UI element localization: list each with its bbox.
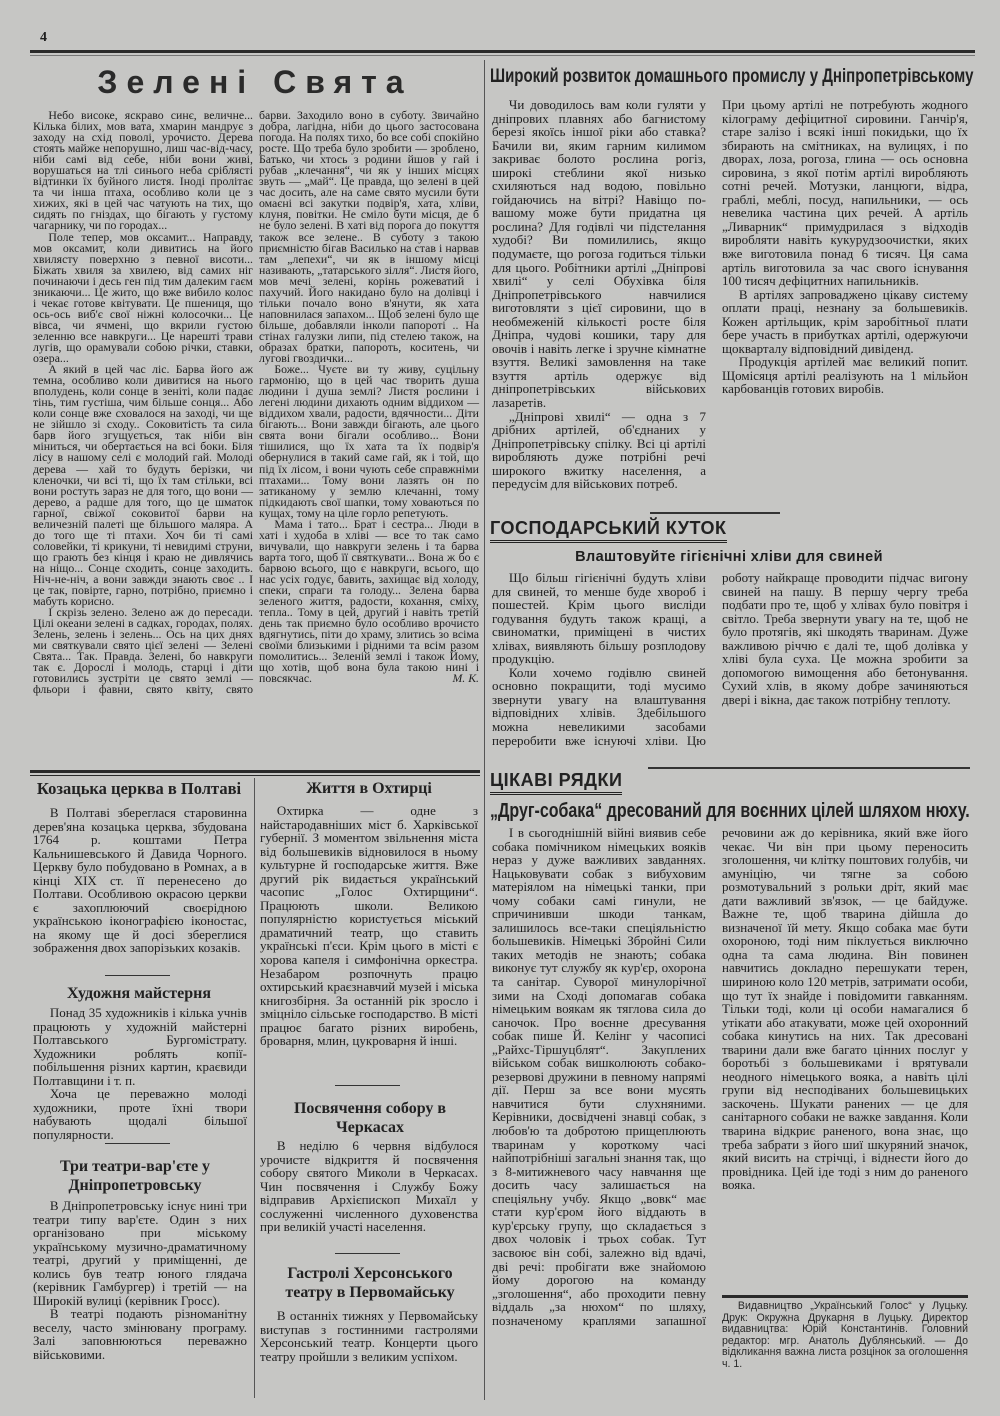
article-title: Козацька церква в Полтаві	[36, 779, 242, 798]
paragraph: В Дніпропетровську існує нині три театри типу вар'єте. Один з них організовано при міському українському музично-драматичному театрі, другий у приміщенні, де колись був театр юного глядача (керівник Гамбургер) і третій — на Широкій вулиці (керівник Гросс).	[33, 1198, 247, 1308]
paragraph: Продукція артілей має великий попит. Щомісяця артілі реалізують на 1 мільйон карбованців готових виробів.	[722, 354, 968, 397]
article-column	[33, 110, 253, 695]
paragraph: Поле тепер, мов оксамит... Направду, мов оксамит, коли дивитись на його хвилясту поверхню з певної висоти... Біжать хвиля за хвилею, від самих ніг починаючи і десь ген під тим далеким гаєм зникаючи... Це жито, що вже вибило колос і чекає готове квітувати. Це пшениця, що ось-ось виб'є свої ніжні колосочки... Це вівса, чи ячмені, що вкрили густою зеленню все навкруги... Це нарешті трави лугів, що орамували собою річки, ставки, озера...	[33, 229, 253, 366]
section-rubric: ЦІКАВІ РЯДКИ	[490, 770, 622, 795]
article-title: Посвячення собору в Черкасах	[293, 1100, 447, 1136]
article-column	[722, 826, 968, 1192]
section-rubric: ГОСПОДАРСЬКИЙ КУТОК	[490, 518, 727, 543]
article-column	[492, 826, 706, 1327]
article-column	[259, 110, 479, 684]
paragraph: При цьому артілі не потребують жодного кілограму дефіцитної сировини. Ганчір'я, старе залізо і всякі інші покидьки, що їх збирають на смітниках, на вулицях, і по дворах, лоза, рогоза, глина — ось основна сировина, з якої потім артілі виробляють сотні речей. Мотузки, ланцюги, відра, граблі, меблі, посуд, напильники, — ось невелика частина цих речей. А артіль „Ливарник“ примудрилася з відходів виробляти навіть кукурудзоочистки, яких вже виготовила понад 6 тисяч. Ця сама артіль виготовила за час свого існування 100 тисяч дефіцитних напильників.	[722, 97, 968, 289]
column-rule	[484, 60, 485, 1400]
paragraph: роботу найкраще проводити підчас вигону свиней на пашу. В першу чергу треба подбати про те, щоб у хлівах було повітря і світло. Треба звернути увагу на те, щоб не було протягів, які шкодять тваринам. Дуже важливою річчю є далі те, щоб долівка у хліві була суха. Це можна зробити за допомогою вимощення або бетонування. Сухий хлів, в якому добре зачиняються двері і вікна, дає також потрібну теплоту.	[722, 570, 968, 707]
article-column	[722, 571, 968, 706]
paragraph-text: Мама і тато... Брат і сестра... Люди в хаті і худоба в хліві — все то так само вичували, що навкруги зелень і та барва варта того, щоб її святкувати... Вона ж бо є барвою всього, що є навкруги, всього, що нас усіх годує, бавить, захищає від холоду, спеки, спраги та голоду... Зелена барва зеленого життя, радости, кохання, сміху, тепла.. Тому в цей, другий і навіть третій день так приємно було особливо врочисто вдягнутись, піти до храму, злитись зо всіма своїми близькими і рідними та всім разом помолитись... Зеленій землі і також Йому, що хотів, щоб вона була такою нині і повсякчас.	[259, 516, 479, 686]
imprint-text: Видавництво „Український Голос“ у Луцьку. Друк: Окружна Друкарня в Луцьку. Директор видавництва: Юрій Константинів. Головний редактор: мгр. Анатоль Дублянський. — До відкликання важна листа розцінок за оголошення ч. 1.	[722, 1300, 968, 1370]
paragraph: В останніх тижнях у Первомайську виступав з гостинними гастролями Херсонський театр. Концерти цього театру пройшли з великим успіхом.	[260, 1308, 478, 1364]
article-title: Три театри-вар'єте у Дніпропетровську	[59, 1158, 211, 1194]
article-title: Влаштовуйте гігієнічні хліви для свиней	[575, 549, 883, 565]
paragraph: Чи доводилось вам коли гуляти у дніпрових плавнях або багнистому березі якоїсь іншої ріки або ставка? Бачили ви, яким гарним килимом закриває болото рослина рогіз, широкі стеблини якої низько схиляються над водою, повільно гойдаючись на вітрі? Навіщо по-вашому може бути придатна ця рослина? Для годівлі чи підстелання худобі? Ви помилились, якщо подумаєте, що рогоза годиться тільки для цього. Робітники артілі „Дніпрові хвилі“ у селі Обухівка біля Дніпропетрівського навчилися виготовляти з цієї сировини, що в необмеженій кількості росте біля Дніпра, чудові кошики, тару для овочів і навіть легке і зручне кімнатне взуття. Великі замовлення на таке взуття артіль одержує від дніпропетрівських військових лазаретів.	[492, 97, 706, 411]
paragraph: А який в цей час ліс. Барва його аж темна, особливо коли дивитися на нього вполудень, коли сонце в зеніті, коли падає тінь, тим густіша, чим більше сонця... Або коли сонце вже сховалося на заході, чи ще не зійшло зі сходу.. Соковитість та сила барв його згущується, так ніби він міниться, чи обертається на всі боки. Біля лісу в нашому селі є молодий гай. Молоді дерева — хай то будуть берізки, чи кленочки, чи всі ті, що їх там стільки, всі вони ростуть зараз не для того, що вони — дерево, а радше для того, що це шматок гарної, свіжої соковитої барви на величезній палеті ще більшого маляра. А до того ще ті птахи. Хоч би ті самі соловейки, ті крикуни, ті невидимі струни, що грають без кінця і краю не дивлячись на ніщо... Сонце сходить, сонце заходить. Ніч-не-ніч, а вони завжди знають своє .. І це так, повірте, гарно, потрібно, приємно і мабуть корисно.	[33, 362, 253, 609]
imprint-rule	[722, 1295, 968, 1298]
article-column	[492, 571, 706, 747]
article-column	[260, 1309, 478, 1363]
paragraph: Коли хочемо годівлю свиней основно покращити, тоді мусимо звернути увагу на влаштування відповідних хлівів. Здебільшого можна невеликими засобами переробити вже існуючі хліви. Цю	[492, 664, 706, 748]
article-title: Художня майстерня	[67, 985, 211, 1002]
divider	[335, 1253, 400, 1254]
paragraph: Боже... Чуєте ви ту живу, суцільну гармонію, що в цей час творить душа людини і душа землі? Листя рослини і легені людини дихають одним віддихом — віддихом хвали, радости, вдячности... Діти бігають... Вони завжди бігають, але цього свята вони бігали особливо... Вони тішилися, що їх хата та їх подвір'я обернулися в такий саме гай, як і той, що під їх лісом, і вони чують себе справжніми птахами... Тому вони лазять он по затиканому у землю клечанні, тому підкидають свої шапки, тому ховаються по кущах, тому на ціле горло репетують.	[259, 362, 479, 520]
paragraph: Понад 35 художників і кілька учнів працюють у художній майстерні Полтавського Бургомістрату. Художники роблять копії-побільшення різних картин, краєвиди Полтавщини і т. п.	[33, 1005, 247, 1088]
article-column	[260, 1139, 478, 1234]
header-rule-thin	[30, 55, 975, 56]
paragraph: барви. Заходило воно в суботу. Звичайно добра, лагідна, ніби до цього застосована погода. На полях тихо, бо все собі спокійно росте. Що треба було зробити — зроблено, Батько, чи хтось з родини йшов у гай і рубав „клечання“, чи як у інших місцях звуть — „май“. Це правда, що зелені в цей час досить, але на саме свято мусили бути омаєні всі закутки подвір'я, хата, хліви, клуня, повітки. Не сміло бути місця, де б не було зелені. В хаті від порога до покуття також все зелене.. В суботу з такою приємністю бігав Василько на став і нарвав там „лепехи“, чи як в іншому місці називають, „татарського зілля“. Листя його, мов мечі зелені, корінь рожеватий і пахучий. Його накидано було на долівці і тільки почало воно в'янути, як хата наповнилася запахом... Щоб зелені було ще більше, добавляли інколи папороті .. На стінах галузки липи, під стелею також, на образах братки, папороть, коситень, чи лугові гвоздички...	[259, 108, 480, 366]
article-title: Зелені Свята	[97, 64, 413, 100]
divider	[335, 1085, 400, 1086]
article-title: Широкий розвиток домашнього промислу у Дніпропетрівському	[490, 66, 974, 87]
article-column	[33, 1199, 247, 1362]
article-column	[33, 1006, 247, 1141]
author-signature: М. К.	[452, 671, 479, 686]
header-rule	[30, 50, 975, 53]
paragraph: В неділю 6 червня відбулося урочисте відкриття й посвячення собору святого Миколи в Черкасах. Чин посвячення і Службу Божу відправив Архієпископ Михаїл у сослуженні численного духовенства при великій участі населення.	[260, 1138, 478, 1235]
column-rule	[254, 778, 255, 1398]
paragraph	[259, 516, 479, 686]
article-column	[33, 806, 247, 955]
article-title: Гастролі Херсонського театру в Первомайську	[285, 1265, 455, 1301]
publisher-imprint	[722, 1301, 968, 1371]
paragraph: Хоча це переважно молоді художники, проте їхні твори набувають щодалі більшої популярности.	[33, 1086, 247, 1142]
article-column	[260, 804, 478, 1048]
article-title: „Друг-собака“ дресований для воєнних цілей шляхом нюху.	[490, 800, 970, 822]
divider	[105, 975, 170, 976]
paragraph: І скрізь зелено. Зелено аж до пересади. Цілі океани зелені в садках, городах, полях. Зелень, зелень і зелень... Ось на цих днях ми святкували свято цієї зелені — Зелені Свята... Так. Правда. Зелені, бо навкруги так є. Дорослі і молодь, старці і діти готовились зустріти це свято землі — фльори і фавни, свято квіту, свято	[33, 605, 253, 697]
paragraph: В Полтаві збереглася старовинна дерев'яна козацька церква, збудована 1764 р. коштами Петра Кальнишевського й Давида Чорного. Церкву було побудовано в Ромнах, а в кінці XIX ст. її перенесено до Полтави. Особливою окрасою церкви є захоплюючий своєрідною українською іконографією іконостас, на якому ще й досі збереглися зображення двох запорізьких козаків.	[33, 805, 247, 956]
article-title: Життя в Охтирці	[306, 780, 432, 797]
page-number: 4	[40, 30, 47, 45]
divider	[105, 1143, 170, 1144]
paragraph: речовини аж до керівника, який вже його чекає. Чи він при цьому переносить зголошення, чи клітку поштових голубів, чи амуніцію, чи тягне за собою розмотувальний з рольки дріт, який має дати важливий зв'язок, — це байдуже. Важне те, щоб тварина дійшла до визначеної їй мету. Якщо собака має бути охороною, тоді ним піклується виключно одна та сама людина. Він повинен навчитись докладно перешукати терен, шириною коло 120 метрів, затримати особи, що тут їх знайде і повідомити гавканням. Тільки тоді, коли ці особи намагалися б утікати або атакувати, може цей охоронний собака кинутись на них. Так дресовані тварини дали вже багато цінних послуг у боротьбі з большевиками і врятували неодного німецького вояка, а навіть цілі групи від несподіваних большевицьких заскочень. Шукати ранених — це для санітарного собаки не важке завдання. Коли тварина відкриє раненого, вона знає, що треба забрати з його шиї шкуряний значок, який висить на стрічці, і віднести його до провідника. Цей іде тоді з ним до раненого вояка.	[722, 825, 968, 1193]
paragraph: В театрі подають різноманітну веселу, часто змінювану програму. Залі заповнюються переважно військовими.	[33, 1306, 247, 1363]
article-column	[722, 98, 968, 396]
divider	[648, 767, 970, 769]
paragraph: І в сьогоднішній війні виявив себе собака помічником німецьких вояків нераз у дуже важливих завданнях. Нацьковувати собак з вибуховим матеріялом на німецькі танки, при чому собаки самі гинули, не спричинивши шкоди танкам, залишилось все-таки спеціяльністю большевиків. Німецькі Збройні Сили таких методів не знають; собака виконує тут службу як кур'єр, охорона та санітар. Суворої минулорічної зими на Сході допомагав собака німецьким воякам як тяглова сила до саночок. Про воєнне дресування собак пише Й. Келінг у часописі „Райхс-Тіршуцблят“. Закуплених військом собак вишколюють собако-резервові дружини в певному напрямі дії. Перш за все вони мусять навчитися бути слухняними. Керівники, досвідчені знавці собак, з любов'ю та добротою прищеплюють тваринам у короткому часі найпотрібніші загальні знання так, що з 8-митижневого часу навчання ще досить часу залишається на спеціяльну учбу. Якщо „вовк“ має стати кур'єром його віддають в кур'єрську групу, що складається з двох чоловік і трьох собак. Тут засвоює він собі, залежно від вдачі, дві речі: пробігати вже знайомою йому дорогою на команду „зголошення“, або проходити певну віддаль „за нюхом“ по шляху, позначеному краплями запашної	[492, 825, 706, 1328]
paragraph: „Дніпрові хвилі“ — одна з 7 дрібних артілей, об'єднаних у Дніпропетрівську спілку. Всі ці артілі виробляють дуже потрібні речі широкого вжитку населення, а передусім для військових потреб.	[492, 408, 706, 492]
paragraph: Охтирка — одне з найстародавніших міст б. Харківської губернії. З моментом звільнення міста від большевиків відновилося в ньому культурне й господарське життя. Вже другий рік видається український часопис „Голос Охтирщини“. Працюють школи. Великою популярністю користується міський драматичний театр, що ставить українські п'єси. Крім цього в місті є хорова капеля і симфонічна оркестра. Незабаром розпочнуть працю охтирський краєзнавчий музей і міська книгозбірня. За останній рік зросло і зміцніло сільське господарство. В місті працює багато різних виробень, броварня, млин, цукроварня й інші.	[260, 803, 478, 1049]
divider	[650, 512, 780, 514]
paragraph: Небо високе, яскраво синє, величне... Кілька білих, мов вата, хмарин мандрує з заходу на схід поволі, урочисто. Дерева стоять майже непорушно, лиш час-від-часу, ніби самі від себе, ніби вони живі, ворушаться на тлі синього неба сріблясті відтинки їх буйного листя. Іноді пролітає та чи інша птаха, особливо коли це з хижих, які в цей час чатують на тих, що сидять по гніздах, що бігають у густому чагарнику, чи по городах...	[33, 108, 253, 233]
paragraph: Що більш гігієнічні будуть хліви для свиней, то менше буде хвороб і пошестей. Крім цього висліди годування будуть також кращі, а свиноматки, приміщені в чистих хлівах, виявляють більшу розплодову продукцію.	[492, 570, 706, 667]
paragraph: В артілях запроваджено цікаву систему оплати праці, незнану за большевиків. Кожен артільщик, крім заробітньої плати бере участь в прибутках артілі, одержуючи щокварталу відповідний дивіденд.	[722, 286, 968, 356]
section-rule-thin	[30, 775, 480, 776]
section-rule	[30, 770, 480, 773]
article-column	[492, 98, 706, 491]
